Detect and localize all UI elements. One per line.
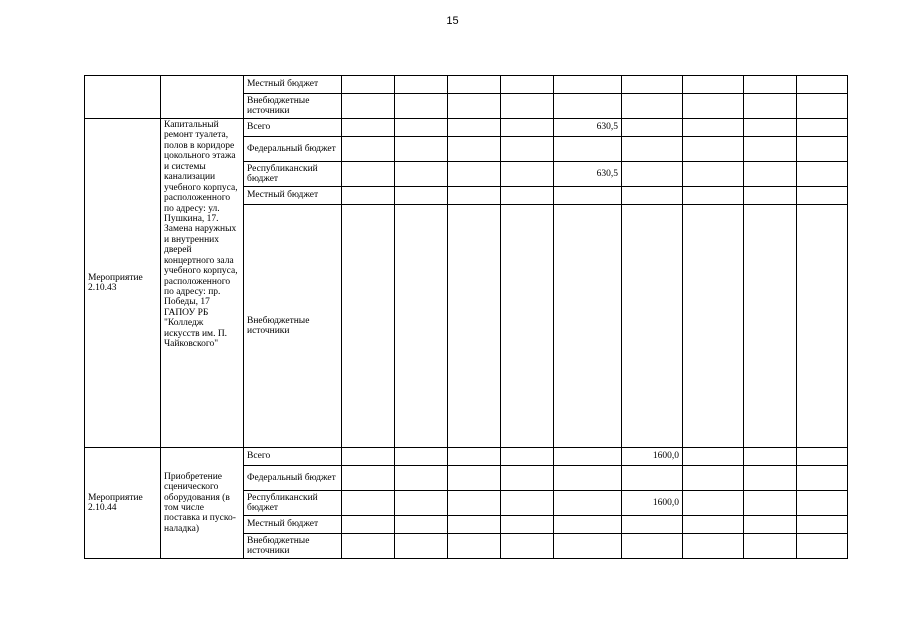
measure-label: Мероприятие 2.10.43 bbox=[85, 119, 161, 448]
source-label: Местный бюджет bbox=[244, 187, 342, 205]
table-row bbox=[85, 119, 848, 137]
source-label: Внебюджетные источники bbox=[244, 94, 342, 119]
value-cell: 630,5 bbox=[554, 119, 622, 137]
source-label: Внебюджетные источники bbox=[244, 534, 342, 559]
source-label: Республиканский бюджет bbox=[244, 162, 342, 187]
value-cell: 1600,0 bbox=[622, 491, 683, 516]
measure-label-cell bbox=[85, 76, 161, 119]
table-row bbox=[85, 448, 848, 466]
source-label: Всего bbox=[244, 448, 342, 466]
source-label: Всего bbox=[244, 119, 342, 137]
value-cell: 1600,0 bbox=[622, 448, 683, 466]
source-label: Федеральный бюджет bbox=[244, 137, 342, 162]
source-label: Местный бюджет bbox=[244, 76, 342, 94]
table-row bbox=[85, 76, 848, 94]
value-cell: 630,5 bbox=[554, 162, 622, 187]
measure-label: Мероприятие 2.10.44 bbox=[85, 448, 161, 559]
source-label: Республиканский бюджет bbox=[244, 491, 342, 516]
source-label: Внебюджетные источники bbox=[244, 205, 342, 448]
page-number: 15 bbox=[446, 15, 459, 27]
source-label: Местный бюджет bbox=[244, 516, 342, 534]
measure-description-cell bbox=[161, 76, 244, 119]
measure-description: Капитальный ремонт туалета, полов в коридоре цокольного этажа и системы канализации учебного корпуса, расположенного по адресу: ул. Пушкина, 17. Замена наружных и внутренних дверей концертного зала учебного корпуса, расположенного по адресу: пр. Победы, 17 ГАПОУ РБ "Колледж искусств им. П. Чайковского" bbox=[161, 119, 244, 448]
source-label: Федеральный бюджет bbox=[244, 466, 342, 491]
measure-description: Приобретение сценического оборудования (в том числе поставка и пуско-наладка) bbox=[161, 448, 244, 559]
budget-table bbox=[84, 75, 848, 559]
